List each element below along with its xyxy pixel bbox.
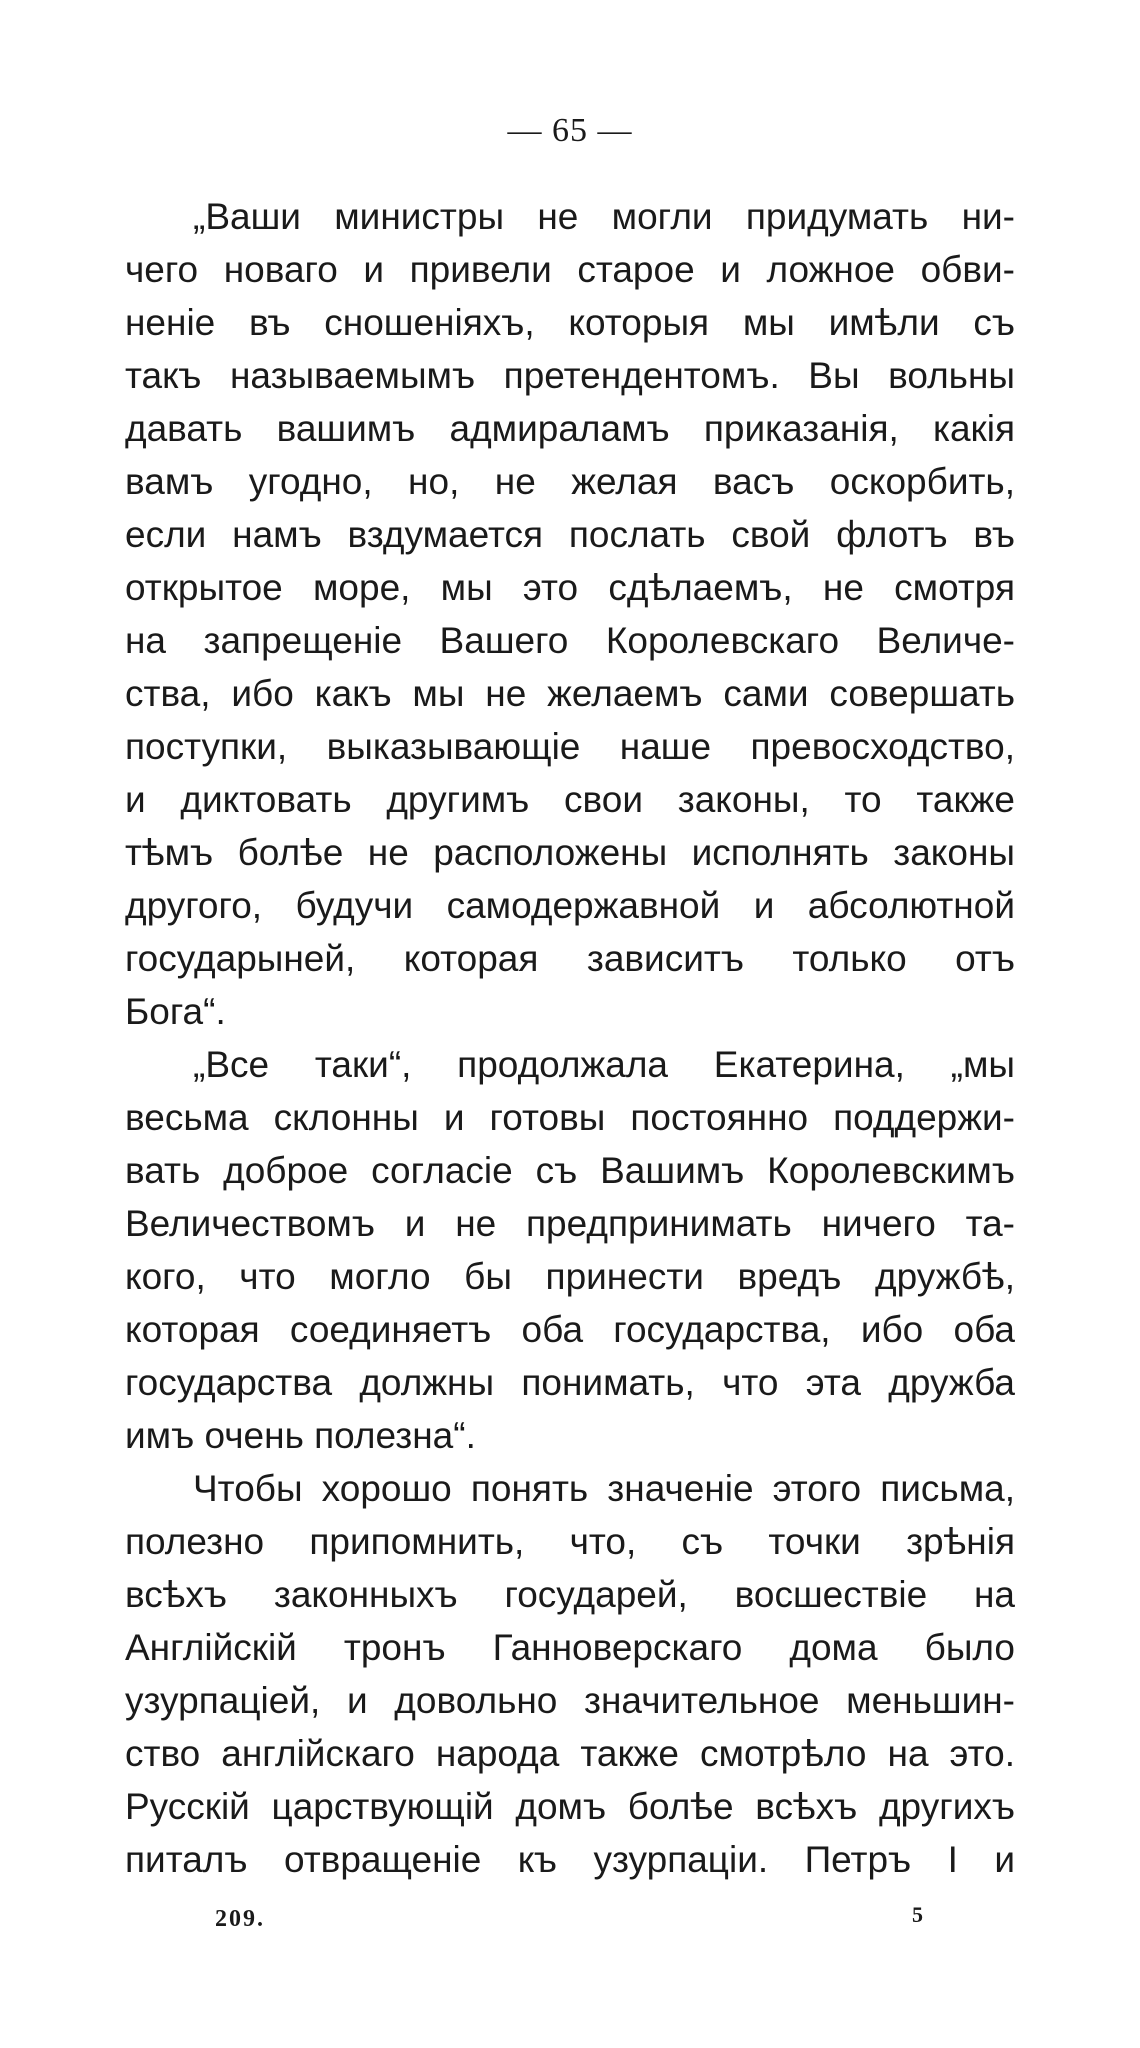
text-line: и диктовать другимъ свои законы, то также xyxy=(125,779,1015,820)
text-line: вамъ угодно, но, не желая васъ оскорбить, xyxy=(125,461,1015,502)
gathering-mark: 5 xyxy=(912,1902,923,1927)
text-line: вать доброе согласіе съ Вашимъ Королевскимъ xyxy=(125,1150,1015,1191)
text-line: Англійскій тронъ Ганноверскаго дома было xyxy=(125,1627,1015,1668)
text-line: Бога“. xyxy=(125,991,226,1032)
text-line: на запрещеніе Вашего Королевскаго Величе- xyxy=(125,620,1015,661)
signature-mark: 209. xyxy=(215,1906,265,1932)
text-line: узурпаціей, и довольно значительное меньшин- xyxy=(125,1680,1015,1721)
text-line: неніе въ сношеніяхъ, которыя мы имѣли съ xyxy=(125,302,1015,343)
text-line: всѣхъ законныхъ государей, восшествіе на xyxy=(125,1574,1015,1615)
text-line: давать вашимъ адмираламъ приказанія, какія xyxy=(125,408,1015,449)
text-line: Чтобы хорошо понять значеніе этого письма, xyxy=(193,1468,1015,1509)
text-line: ство англійскаго народа также смотрѣло на это. xyxy=(125,1733,1015,1774)
body-text xyxy=(125,190,1015,1886)
text-line: открытое море, мы это сдѣлаемъ, не смотря xyxy=(125,567,1015,608)
text-line: государства должны понимать, что эта дружба xyxy=(125,1362,1015,1403)
text-line: весьма склонны и готовы постоянно поддержи- xyxy=(125,1097,1015,1138)
text-line: ства, ибо какъ мы не желаемъ сами совершать xyxy=(125,673,1015,714)
text-line: имъ очень полезна“. xyxy=(125,1415,476,1456)
text-line: Русскій царствующій домъ болѣе всѣхъ другихъ xyxy=(125,1786,1015,1827)
text-line: Величествомъ и не предпринимать ничего та- xyxy=(125,1203,1015,1244)
text-line: государыней, которая зависитъ только отъ xyxy=(125,938,1015,979)
text-line: полезно припомнить, что, съ точки зрѣнія xyxy=(125,1521,1015,1562)
text-line: которая соединяетъ оба государства, ибо оба xyxy=(125,1309,1015,1350)
text-line: тѣмъ болѣе не расположены исполнять законы xyxy=(125,832,1015,873)
text-line: поступки, выказывающіе наше превосходство, xyxy=(125,726,1015,767)
text-line: питалъ отвращеніе къ узурпаціи. Петръ I и xyxy=(125,1839,1015,1880)
text-line: чего новаго и привели старое и ложное обви- xyxy=(125,249,1015,290)
text-line: кого, что могло бы принести вредъ дружбѣ, xyxy=(125,1256,1015,1297)
text-line: если намъ вздумается послать свой флотъ въ xyxy=(125,514,1015,555)
text-line: другого, будучи самодержавной и абсолютной xyxy=(125,885,1015,926)
text-line: такъ называемымъ претендентомъ. Вы вольны xyxy=(125,355,1015,396)
text-line: „Все таки“, продолжала Екатерина, „мы xyxy=(193,1044,1015,1085)
text-line: „Ваши министры не могли придумать ни- xyxy=(193,196,1015,237)
page-number: — 65 — xyxy=(507,112,633,149)
